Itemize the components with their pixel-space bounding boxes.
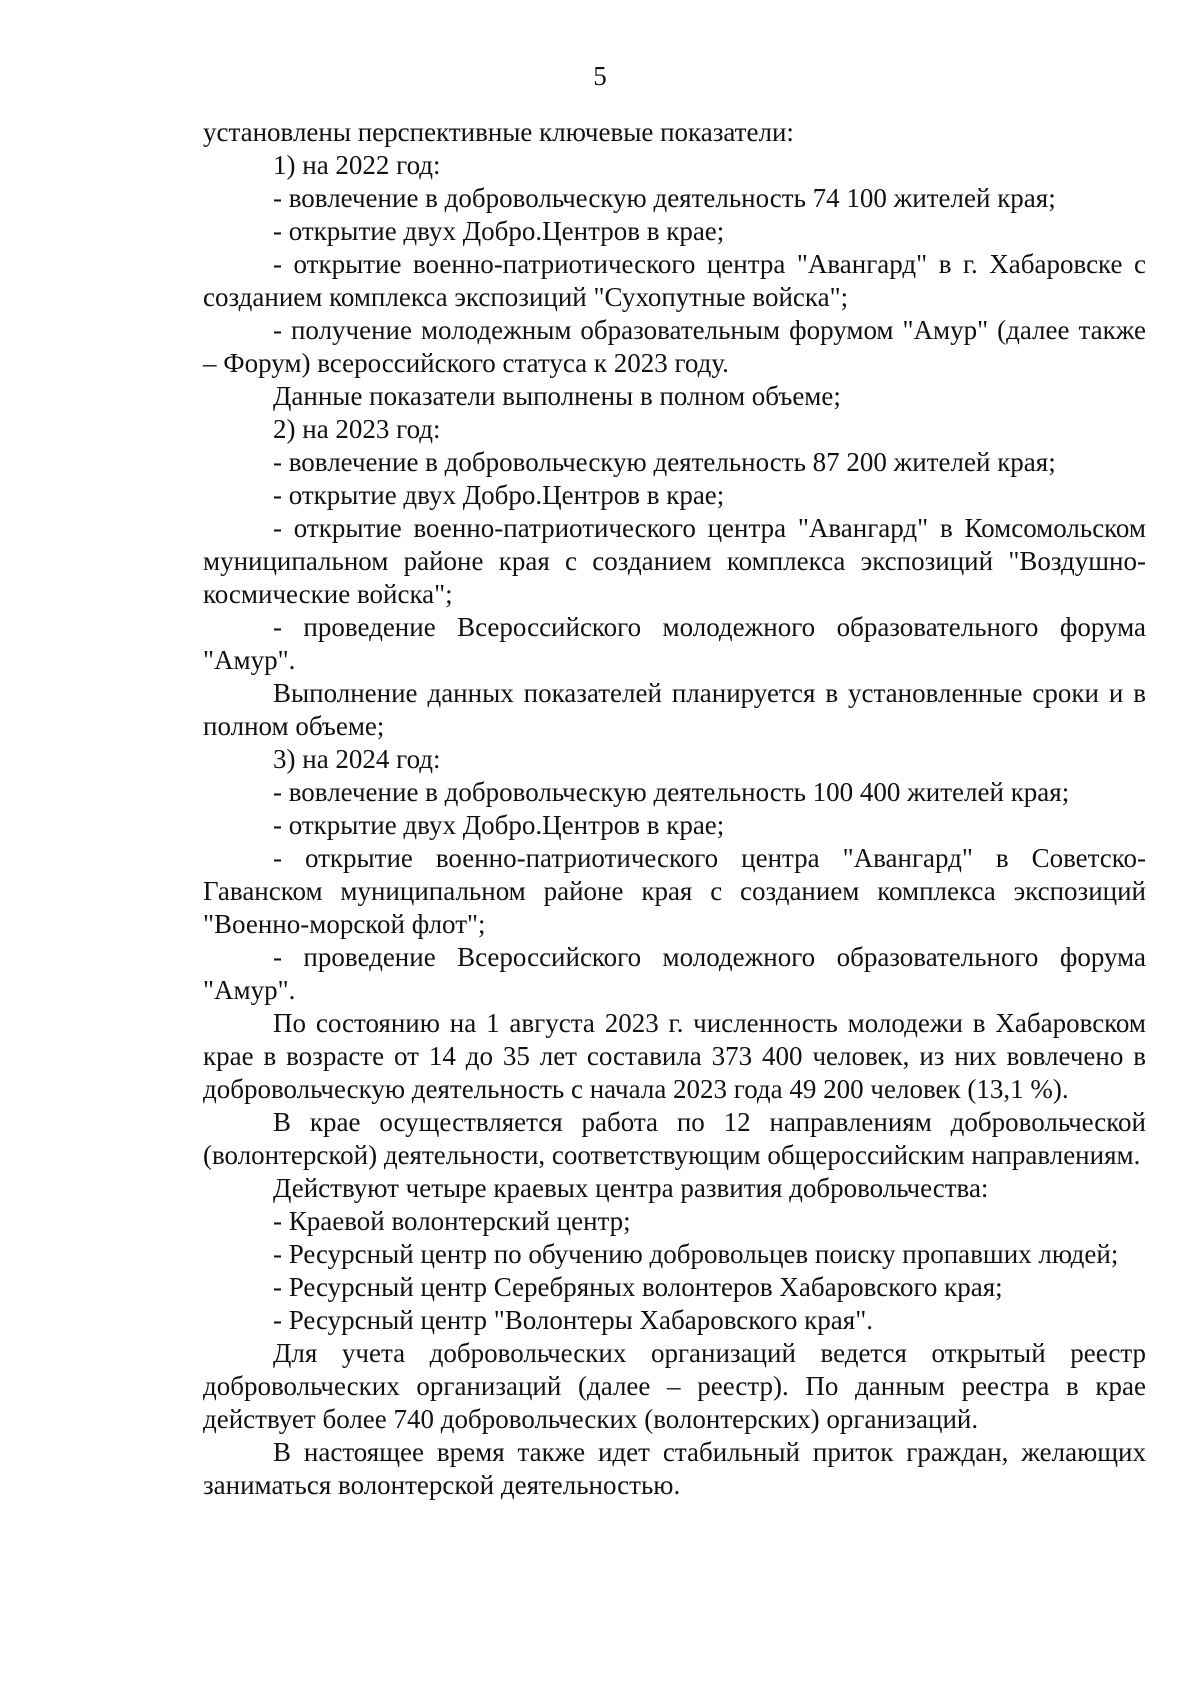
paragraph: Действуют четыре краевых центра развития добровольчества: bbox=[273, 1173, 989, 1203]
paragraph: По состоянию на 1 августа 2023 г. численность молодежи в Хабаровском крае в возрасте от 14 до 35 лет составила 373 400 человек, из них вовлечено в добровольческую деятельность с начала 2023 года 49 200 человек (13,1 %). bbox=[203, 1008, 1146, 1104]
paragraph: - вовлечение в добровольческую деятельность 87 200 жителей края; bbox=[273, 447, 1056, 477]
paragraph: - открытие военно-патриотического центра "Авангард" в г. Хабаровске с созданием комплекса экспозиций "Сухопутные войска"; bbox=[203, 249, 1146, 312]
paragraph: Выполнение данных показателей планируется в установленные сроки и в полном объеме; bbox=[203, 678, 1146, 741]
paragraph: - открытие военно-патриотического центра "Авангард" в Комсомольском муниципальном районе края с созданием комплекса экспозиций "Воздушно-космические войска"; bbox=[203, 513, 1146, 609]
paragraph: 3) на 2024 год: bbox=[273, 744, 441, 774]
paragraph: установлены перспективные ключевые показатели: bbox=[203, 117, 794, 147]
paragraph: - открытие военно-патриотического центра "Авангард" в Советско-Гаванском муниципальном районе края с созданием комплекса экспозиций "Военно-морской флот"; bbox=[203, 843, 1146, 939]
paragraph: - Ресурсный центр по обучению добровольцев поиску пропавших людей; bbox=[273, 1239, 1119, 1269]
paragraph: - Ресурсный центр "Волонтеры Хабаровского края". bbox=[273, 1305, 873, 1335]
paragraph: - получение молодежным образовательным форумом "Амур" (далее также – Форум) всероссийского статуса к 2023 году. bbox=[203, 315, 1146, 378]
document-body bbox=[203, 116, 1146, 1502]
paragraph: 1) на 2022 год: bbox=[273, 150, 441, 180]
paragraph: - Краевой волонтерский центр; bbox=[273, 1206, 631, 1236]
paragraph: В крае осуществляется работа по 12 направлениям добровольческой (волонтерской) деятельности, соответствующим общероссийским направлениям. bbox=[203, 1107, 1146, 1170]
paragraph: - открытие двух Добро.Центров в крае; bbox=[273, 216, 725, 246]
paragraph: - вовлечение в добровольческую деятельность 100 400 жителей края; bbox=[273, 777, 1070, 807]
paragraph: Данные показатели выполнены в полном объеме; bbox=[273, 381, 841, 411]
paragraph: - проведение Всероссийского молодежного образовательного форума "Амур". bbox=[203, 612, 1146, 675]
paragraph: Для учета добровольческих организаций ведется открытый реестр добровольческих организаций (далее – реестр). По данным реестра в крае действует более 740 добровольческих (волонтерских) организаций. bbox=[203, 1338, 1146, 1434]
paragraph: - открытие двух Добро.Центров в крае; bbox=[273, 480, 725, 510]
paragraph: - открытие двух Добро.Центров в крае; bbox=[273, 810, 725, 840]
paragraph: - проведение Всероссийского молодежного образовательного форума "Амур". bbox=[203, 942, 1146, 1005]
paragraph: 2) на 2023 год: bbox=[273, 414, 441, 444]
paragraph: - вовлечение в добровольческую деятельность 74 100 жителей края; bbox=[273, 183, 1056, 213]
paragraph: В настоящее время также идет стабильный приток граждан, желающих заниматься волонтерской деятельностью. bbox=[203, 1437, 1146, 1500]
paragraph: - Ресурсный центр Серебряных волонтеров Хабаровского края; bbox=[273, 1272, 1003, 1302]
page-number: 5 bbox=[593, 61, 607, 91]
